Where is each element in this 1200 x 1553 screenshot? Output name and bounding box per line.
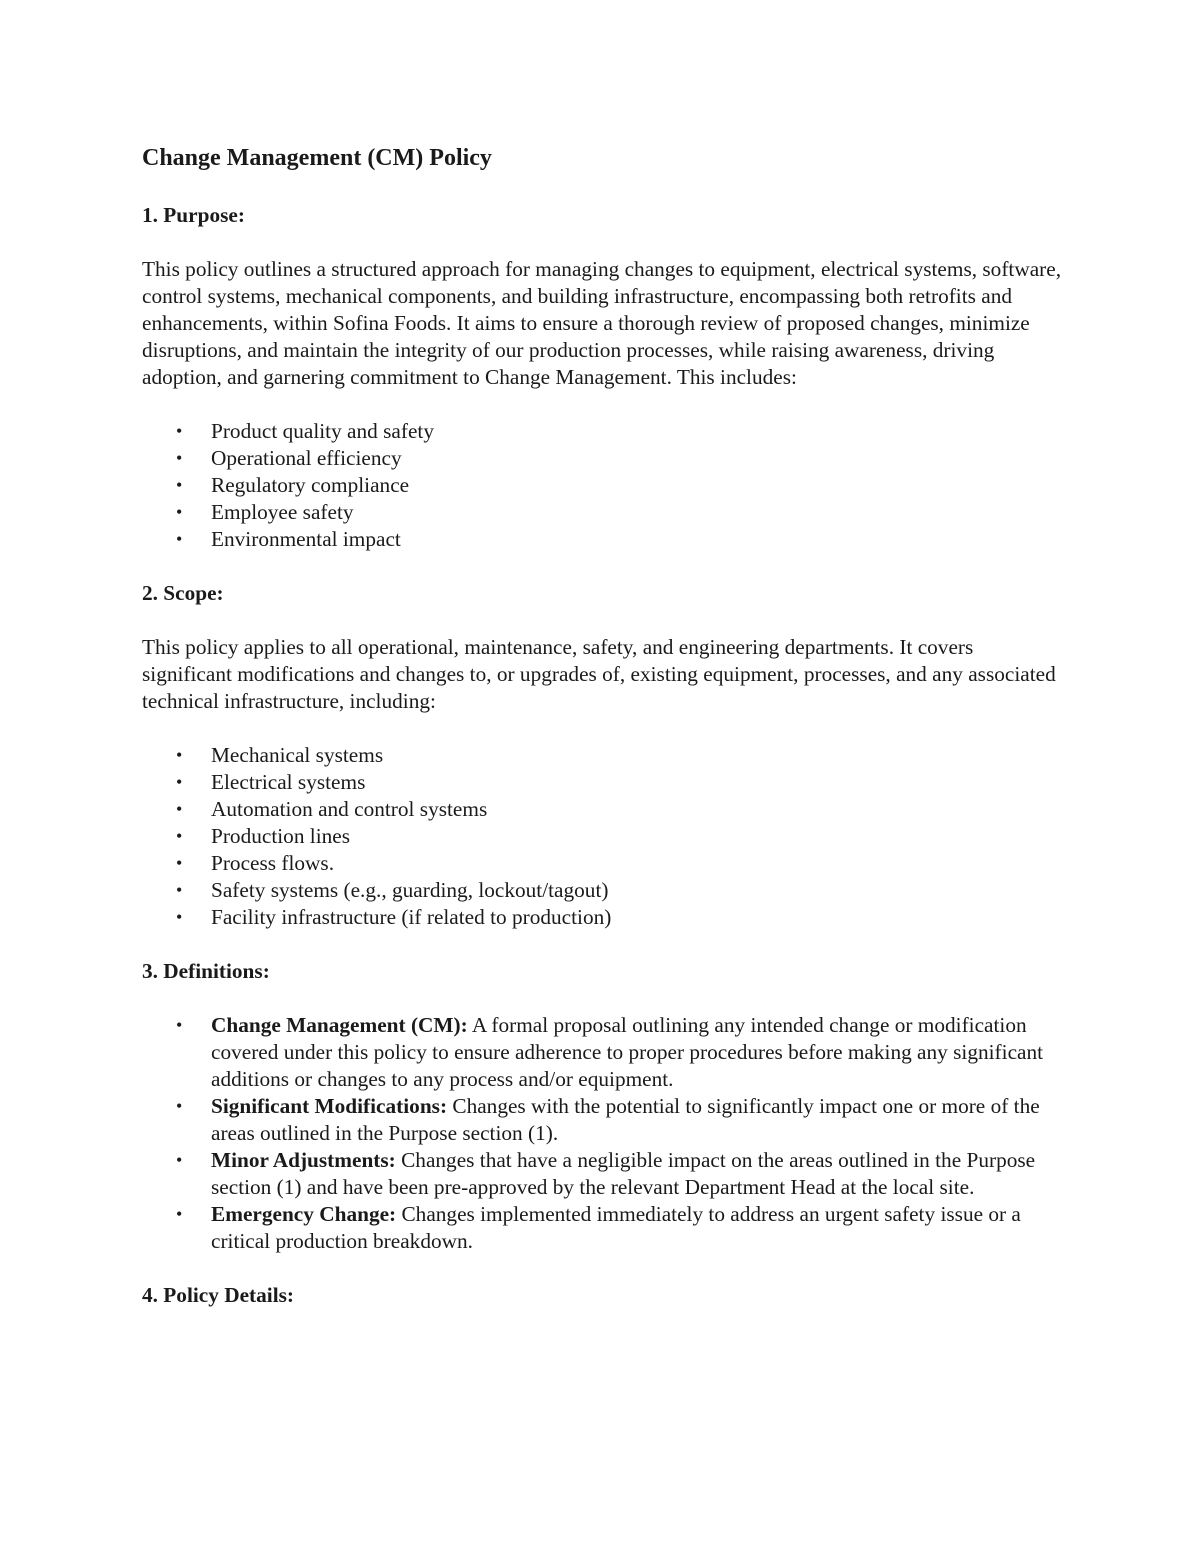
document-page (142, 140, 1062, 1336)
list-item: • Electrical systems (176, 770, 366, 794)
bullet-icon: • (176, 799, 183, 819)
bullet-icon: • (176, 1204, 183, 1224)
bullet-icon: • (176, 907, 183, 927)
definition-text: Changes with the potential to significantly impact one or more of the areas outlined in the Purpose section (1). (211, 1094, 1040, 1145)
bullet-icon: • (176, 502, 183, 522)
bullet-icon: • (176, 529, 183, 549)
definition-text: A formal proposal outlining any intended change or modification covered under this policy to ensure adherence to proper procedures before making any significant additions or changes to any process and/or equipment. (211, 1013, 1044, 1091)
definition-item (142, 1012, 1062, 1093)
definition-term: Significant Modifications: (211, 1094, 448, 1118)
bullet-icon: • (176, 853, 183, 873)
list-item: • Process flows. (176, 851, 335, 875)
list-item: • Safety systems (e.g., guarding, lockout/tagout) (176, 878, 609, 902)
list-item: • Employee safety (176, 500, 354, 524)
list-item: • Mechanical systems (176, 743, 384, 767)
definitions-heading: 3. Definitions: (142, 959, 270, 983)
bullet-icon: • (176, 1150, 183, 1170)
bullet-icon: • (176, 880, 183, 900)
list-item: • Environmental impact (176, 527, 401, 551)
bullet-icon: • (176, 826, 183, 846)
bullet-icon: • (176, 448, 183, 468)
bullet-icon: • (176, 1096, 183, 1116)
list-item: • Production lines (176, 824, 351, 848)
scope-paragraph: This policy applies to all operational, maintenance, safety, and engineering departments. It covers significant modifications and changes to, or upgrades of, existing equipment, processes, and any associated technical infrastructure, including: (142, 635, 1056, 713)
policy-details-heading: 4. Policy Details: (142, 1283, 295, 1307)
definition-item (142, 1201, 1062, 1255)
definition-term: Change Management (CM): (211, 1013, 468, 1037)
list-item: • Facility infrastructure (if related to production) (176, 905, 612, 929)
definition-text: Changes implemented immediately to address an urgent safety issue or a critical production breakdown. (211, 1202, 1021, 1253)
list-item: • Product quality and safety (176, 419, 434, 443)
scope-heading: 2. Scope: (142, 581, 224, 605)
definition-item (142, 1093, 1062, 1147)
list-item: • Automation and control systems (176, 797, 488, 821)
purpose-heading: 1. Purpose: (142, 203, 245, 227)
list-item: • Operational efficiency (176, 446, 402, 470)
scope-list (142, 742, 1062, 931)
definition-term: Minor Adjustments: (211, 1148, 396, 1172)
purpose-list (142, 418, 1062, 553)
definitions-list (142, 1012, 1062, 1255)
bullet-icon: • (176, 421, 183, 441)
list-item: • Regulatory compliance (176, 473, 410, 497)
bullet-icon: • (176, 745, 183, 765)
definition-item (142, 1147, 1062, 1201)
document-title: Change Management (CM) Policy (142, 145, 492, 171)
bullet-icon: • (176, 1015, 183, 1035)
bullet-icon: • (176, 772, 183, 792)
bullet-icon: • (176, 475, 183, 495)
definition-term: Emergency Change: (211, 1202, 397, 1226)
definition-text: Changes that have a negligible impact on the areas outlined in the Purpose section (1) and have been pre-approved by the relevant Department Head at the local site. (211, 1148, 1036, 1199)
purpose-paragraph: This policy outlines a structured approach for managing changes to equipment, electrical systems, software, control systems, mechanical components, and building infrastructure, encompassing both retrofits and enhancements, within Sofina Foods. It aims to ensure a thorough review of proposed changes, minimize disruptions, and maintain the integrity of our production processes, while raising awareness, driving adoption, and garnering commitment to Change Management. This includes: (142, 257, 1062, 389)
